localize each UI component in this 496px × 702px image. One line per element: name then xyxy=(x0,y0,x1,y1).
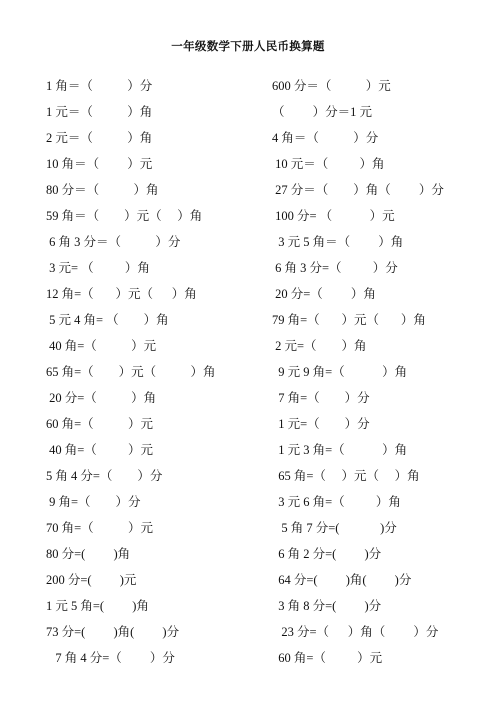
question-row: 40 角=（ ）元 xyxy=(46,443,154,457)
question-row: 64 分=( )角( )分 xyxy=(272,573,412,587)
question-row: 40 角=（ ）元 xyxy=(46,339,157,353)
question-row: 10 元＝（ ）角 xyxy=(272,157,385,171)
question-row: 4 角＝（ ）分 xyxy=(272,131,379,145)
question-row: 3 元= （ ）角 xyxy=(46,261,150,275)
question-row: 12 角=（ ）元（ ）角 xyxy=(46,287,197,301)
question-row: 7 角=（ ）分 xyxy=(272,391,370,405)
question-row: 60 角=（ ）元 xyxy=(46,417,154,431)
question-row: 80 分=( )角 xyxy=(46,547,131,561)
question-row: 5 元 4 角= （ ）角 xyxy=(46,313,169,327)
question-row: 65 角=（ ）元（ ）角 xyxy=(272,469,420,483)
question-row: 6 角 3 分＝（ ）分 xyxy=(46,235,181,249)
question-row: 79 角=（ ）元（ ）角 xyxy=(272,313,426,327)
question-row: 1 角＝（ ）分 xyxy=(46,79,153,93)
question-row: 1 元=（ ）分 xyxy=(272,417,370,431)
question-row: 2 元＝（ ）角 xyxy=(46,131,153,145)
question-row: 6 角 2 分=( )分 xyxy=(272,547,382,561)
question-row: 600 分＝（ ）元 xyxy=(272,79,391,93)
question-row: 70 角=（ ）元 xyxy=(46,521,154,535)
right-question-column xyxy=(272,73,444,671)
question-row: 59 角＝（ ）元（ ）角 xyxy=(46,209,203,223)
question-row: 65 角=（ ）元（ ）角 xyxy=(46,365,216,379)
question-row: 2 元=（ ）角 xyxy=(272,339,367,353)
question-row: 9 角=（ ）分 xyxy=(46,495,141,509)
question-row: 1 元 5 角=( )角 xyxy=(46,599,149,613)
question-row: 3 元 6 角=（ ）角 xyxy=(272,495,401,509)
question-row: 100 分= （ ）元 xyxy=(272,209,395,223)
question-row: 3 元 5 角＝（ ）角 xyxy=(272,235,404,249)
question-row: 1 元＝（ ）角 xyxy=(46,105,153,119)
question-row: 9 元 9 角=（ ）角 xyxy=(272,365,408,379)
question-row: 200 分=( )元 xyxy=(46,573,137,587)
question-row: 80 分＝（ ）角 xyxy=(46,183,159,197)
question-row: 6 角 3 分=（ ）分 xyxy=(272,261,398,275)
question-row: 5 角 7 分=( )分 xyxy=(272,521,397,535)
question-row: 3 角 8 分=( )分 xyxy=(272,599,382,613)
question-row: 20 分=（ ）角 xyxy=(272,287,376,301)
question-row: 10 角＝（ ）元 xyxy=(46,157,153,171)
question-row: 7 角 4 分=（ ）分 xyxy=(46,651,175,665)
question-row: （ ）分＝1 元 xyxy=(272,105,373,119)
question-row: 20 分=（ ）角 xyxy=(46,391,157,405)
question-row: 73 分=( )角( )分 xyxy=(46,625,180,639)
question-row: 60 角=（ ）元 xyxy=(272,651,383,665)
left-question-column xyxy=(46,73,216,671)
question-row: 5 角 4 分=（ ）分 xyxy=(46,469,163,483)
question-row: 1 元 3 角=（ ）角 xyxy=(272,443,408,457)
question-row: 27 分＝（ ）角（ ）分 xyxy=(272,183,444,197)
question-row: 23 分=（ ）角（ ）分 xyxy=(272,625,439,639)
worksheet-title: 一年级数学下册人民币换算题 xyxy=(171,41,325,53)
